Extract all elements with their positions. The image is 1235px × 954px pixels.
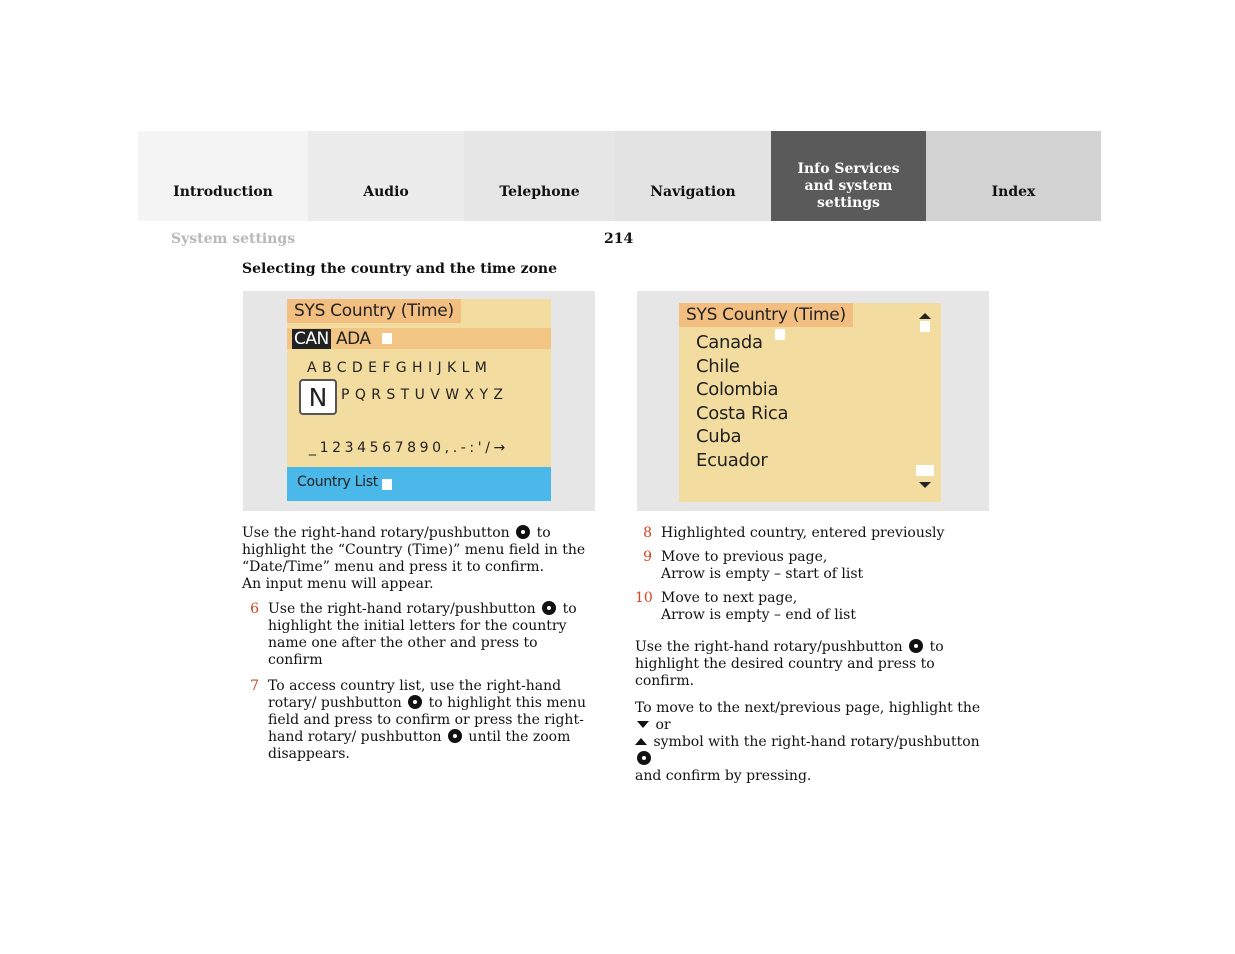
rotary-pushbutton-icon	[909, 639, 923, 653]
tab-index[interactable]: Index	[926, 131, 1101, 221]
list-item[interactable]: Chile	[696, 355, 740, 377]
digit-row[interactable]: _1234567890,.-:'/→	[309, 440, 509, 456]
list-item[interactable]: Ecuador	[696, 449, 768, 471]
list-item[interactable]: Costa Rica	[696, 402, 789, 424]
list-item[interactable]: Cuba	[696, 426, 742, 447]
legend-10: 10 Move to next page, Arrow is empty – end of list	[635, 590, 856, 623]
step-number: 6	[250, 601, 259, 617]
scroll-down-icon[interactable]	[919, 482, 931, 488]
tab-telephone[interactable]: Telephone	[464, 131, 615, 221]
selected-letter[interactable]: N	[299, 379, 337, 415]
scroll-up-icon[interactable]	[919, 313, 931, 319]
rotary-pushbutton-icon	[542, 601, 556, 615]
step-number: 10	[635, 590, 653, 606]
display-screen	[679, 303, 941, 502]
tab-navigation[interactable]: Navigation	[615, 131, 771, 221]
legend-9: 9 Move to previous page, Arrow is empty – start of list	[635, 549, 995, 583]
display-screen	[287, 299, 551, 501]
rotary-pushbutton-icon	[637, 751, 651, 765]
intro-paragraph: Use the right-hand rotary/pushbutton to highlight the “Country (Time)” menu field in the “Date/Time” menu and press it to confirm. An input menu will appear.	[242, 525, 586, 592]
letter-row-2[interactable]: PQRSTUVWXYZ	[341, 387, 509, 403]
step-number: 7	[250, 678, 259, 694]
right-column-text	[635, 525, 995, 793]
step-number: 9	[643, 549, 652, 565]
rotary-pushbutton-icon	[448, 729, 462, 743]
legend-8: 8 Highlighted country, entered previously	[635, 525, 995, 542]
arrow-up-icon	[635, 738, 647, 745]
letter-row-1[interactable]: ABCDEFGHIJKLM	[307, 360, 493, 376]
country-list-label: Country List	[297, 474, 378, 490]
callout-marker	[920, 321, 930, 332]
screen-title: SYS Country (Time)	[287, 299, 461, 323]
country-list	[696, 331, 788, 472]
step-7: 7 To access country list, use the right-hand rotary/ pushbutton to highlight this menu field and press to confirm or press the right-hand rotary/ pushbutton until the zoom disappears.	[242, 678, 592, 763]
section-label: System settings	[171, 231, 296, 247]
tab-audio[interactable]: Audio	[308, 131, 464, 221]
page-heading: Selecting the country and the time zone	[242, 261, 557, 277]
instruction-paragraph: Use the right-hand rotary/pushbutton to highlight the desired country and press to confirm.	[635, 639, 944, 689]
rotary-pushbutton-icon	[516, 525, 530, 539]
page-number: 214	[604, 231, 634, 247]
list-item-selected[interactable]: Canada	[696, 332, 763, 353]
rotary-pushbutton-icon	[408, 695, 422, 709]
screenshot-panel-input-menu	[243, 291, 595, 511]
screenshot-panel-country-list	[637, 291, 989, 511]
entry-suggested-text: ADA	[336, 329, 371, 349]
arrow-down-icon	[637, 721, 649, 728]
page-navigation-paragraph: To move to the next/previous page, highlight the or symbol with the right-hand rotary/pushbutton and confirm by pressing.	[635, 700, 981, 784]
country-list-menu-field[interactable]	[287, 467, 551, 501]
callout-marker	[775, 329, 785, 340]
country-entry-row	[287, 328, 551, 349]
step-6: 6 Use the right-hand rotary/pushbutton to highlight the initial letters for the country name one after the other and press to confirm	[242, 601, 592, 669]
tab-info-services[interactable]: Info Services and system settings	[771, 131, 926, 221]
callout-marker	[916, 465, 934, 476]
left-column-text	[242, 525, 592, 772]
screen-title: SYS Country (Time)	[679, 303, 853, 327]
top-navigation-tabs	[138, 131, 1101, 221]
list-item[interactable]: Colombia	[696, 379, 779, 400]
tab-introduction[interactable]: Introduction	[138, 131, 308, 221]
callout-marker	[382, 333, 392, 344]
callout-marker	[382, 479, 392, 490]
step-number: 8	[643, 525, 652, 541]
entry-typed-text: CAN	[294, 329, 329, 349]
